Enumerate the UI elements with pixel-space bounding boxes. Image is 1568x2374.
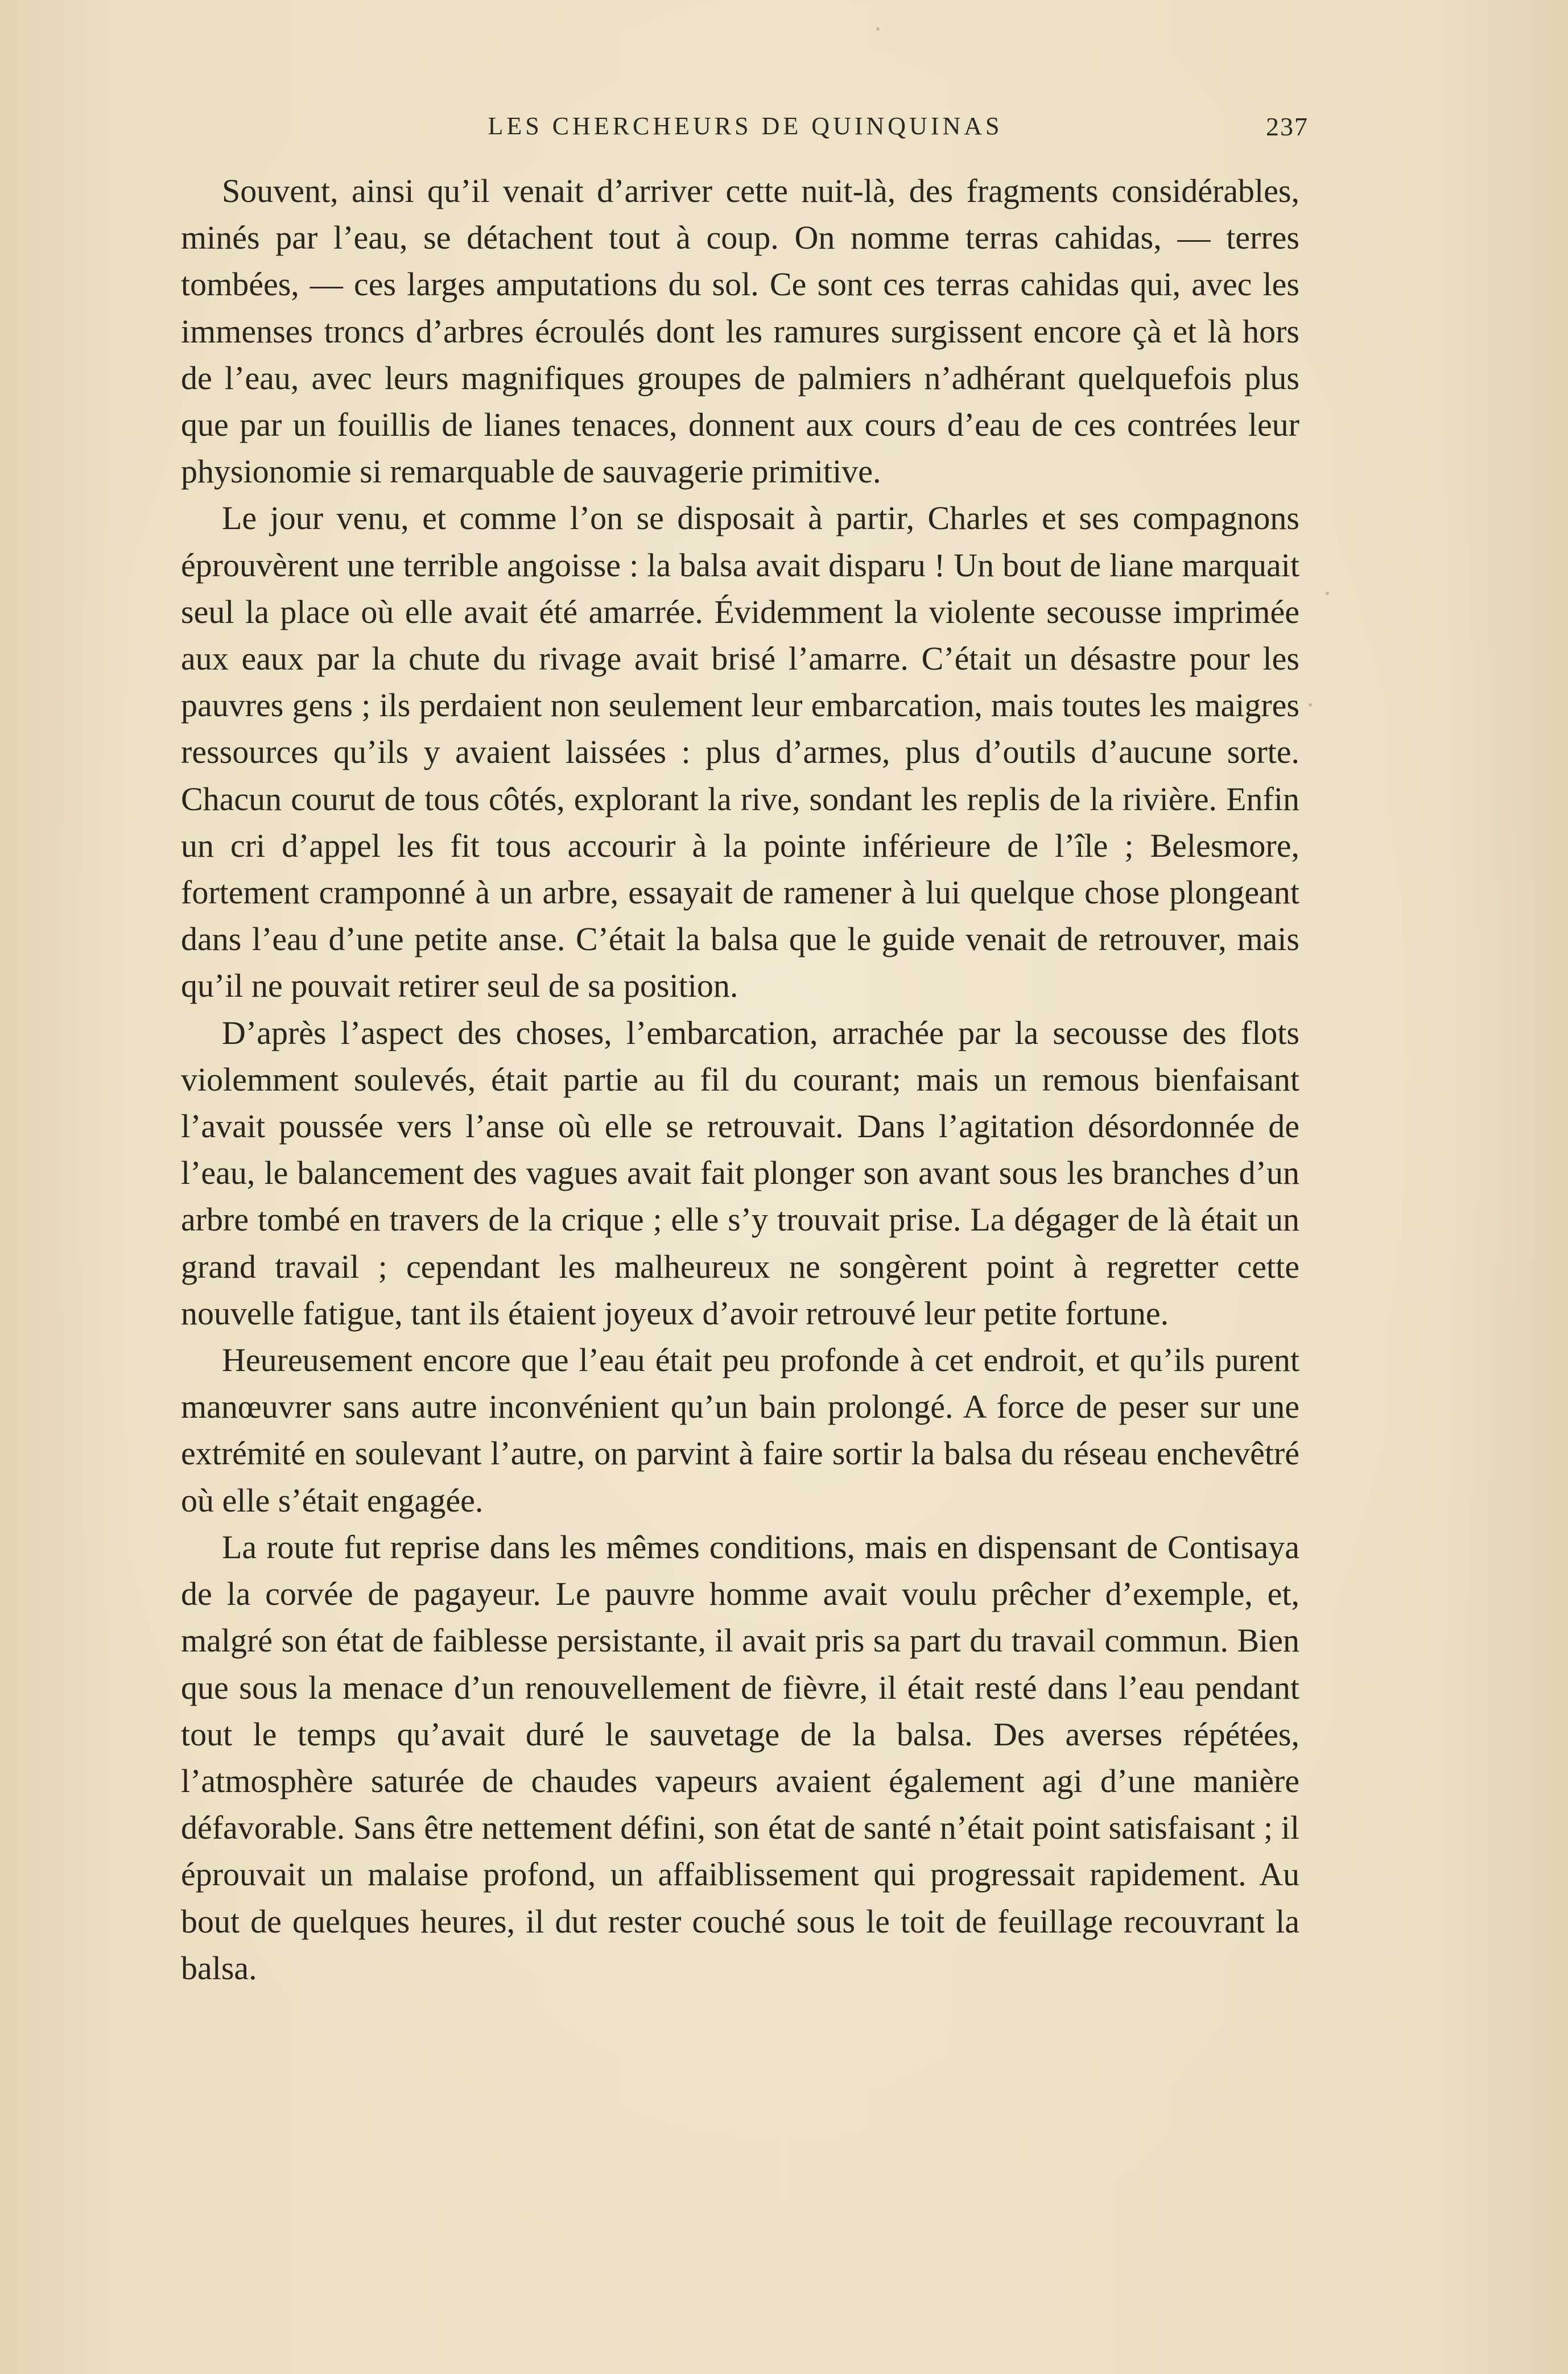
paper-speck [1309, 703, 1312, 707]
paragraph-3: D’après l’aspect des choses, l’embarcation, arrachée par la secousse des flots violemment soulevés, était partie au fil du courant; mais un remous bienfaisant l’avait poussée vers l’anse où elle se retrouvait. Dans l’agitation désordonnée de l’eau, le balancement des vagues avait fait plonger son avant sous les branches d’un arbre tombé en travers de la crique ; elle s’y trouvait prise. La dégager de là était un grand travail ; cependant les malheureux ne songèrent point à regretter cette nouvelle fatigue, tant ils étaient joyeux d’avoir retrouvé leur petite fortune. [181, 1014, 1299, 1332]
paragraph-2: Le jour venu, et comme l’on se disposait à partir, Charles et ses compagnons éprouvèrent une terrible angoisse : la balsa avait disparu ! Un bout de liane marquait seul la place où elle avait été amarrée. Évidemment la violente secousse imprimée aux eaux par la chute du rivage avait brisé l’amarre. C’était un désastre pour les pauvres gens ; ils perdaient non seulement leur embarcation, mais toutes les maigres ressources qu’ils y avaient laissées : plus d’armes, plus d’outils d’aucune sorte. Chacun courut de tous côtés, explorant la rive, sondant les replis de la rivière. Enfin un cri d’appel les fit tous accourir à la pointe inférieure de l’île ; Belesmore, fortement cramponné à un arbre, essayait de ramener à lui quelque chose plongeant dans l’eau d’une petite anse. C’était la balsa que le guide venait de retrouver, mais qu’il ne pouvait retirer seul de sa position. [181, 499, 1299, 1005]
paragraph-4: Heureusement encore que l’eau était peu profonde à cet endroit, et qu’ils purent manœuvrer sans autre inconvénient qu’un bain prolongé. A force de peser sur une extrémité en soulevant l’autre, on parvint à faire sortir la balsa du réseau enchevêtré où elle s’était engagée. [181, 1341, 1299, 1519]
body-text [181, 168, 1299, 1992]
paragraph-5: La route fut reprise dans les mêmes conditions, mais en dispensant de Contisaya de la corvée de pagayeur. Le pauvre homme avait voulu prêcher d’exemple, et, malgré son état de faiblesse persistante, il avait pris sa part du travail commun. Bien que sous la menace d’un renouvellement de fièvre, il était resté dans l’eau pendant tout le temps qu’avait duré le sauvetage de la balsa. Des averses répétées, l’atmosphère saturée de chaudes vapeurs avaient également agi d’une manière défavorable. Sans être nettement défini, son état de santé n’était point satisfaisant ; il éprouvait un malaise profond, un affaiblissement qui progressait rapidement. Au bout de quelques heures, il dut rester couché sous le toit de feuillage recouvrant la balsa. [181, 1528, 1299, 1987]
page-number: 237 [1266, 112, 1309, 141]
paper-speck [1326, 592, 1329, 595]
paper-speck [876, 27, 880, 31]
running-title: LES CHERCHEURS DE QUINQUINAS [488, 112, 1003, 140]
page-header [182, 112, 1309, 151]
paragraph-1: Souvent, ainsi qu’il venait d’arriver cette nuit-là, des fragments considérables, minés par l’eau, se détachent tout à coup. On nomme terras cahidas, — terres tombées, — ces larges amputations du sol. Ce sont ces terras cahidas qui, avec les immenses troncs d’arbres écroulés dont les ramures surgissent encore çà et là hors de l’eau, avec leurs magnifiques groupes de palmiers n’adhérant quelquefois plus que par un fouillis de lianes tenaces, donnent aux cours d’eau de ces contrées leur physionomie si remarquable de sauvagerie primitive. [181, 172, 1299, 490]
